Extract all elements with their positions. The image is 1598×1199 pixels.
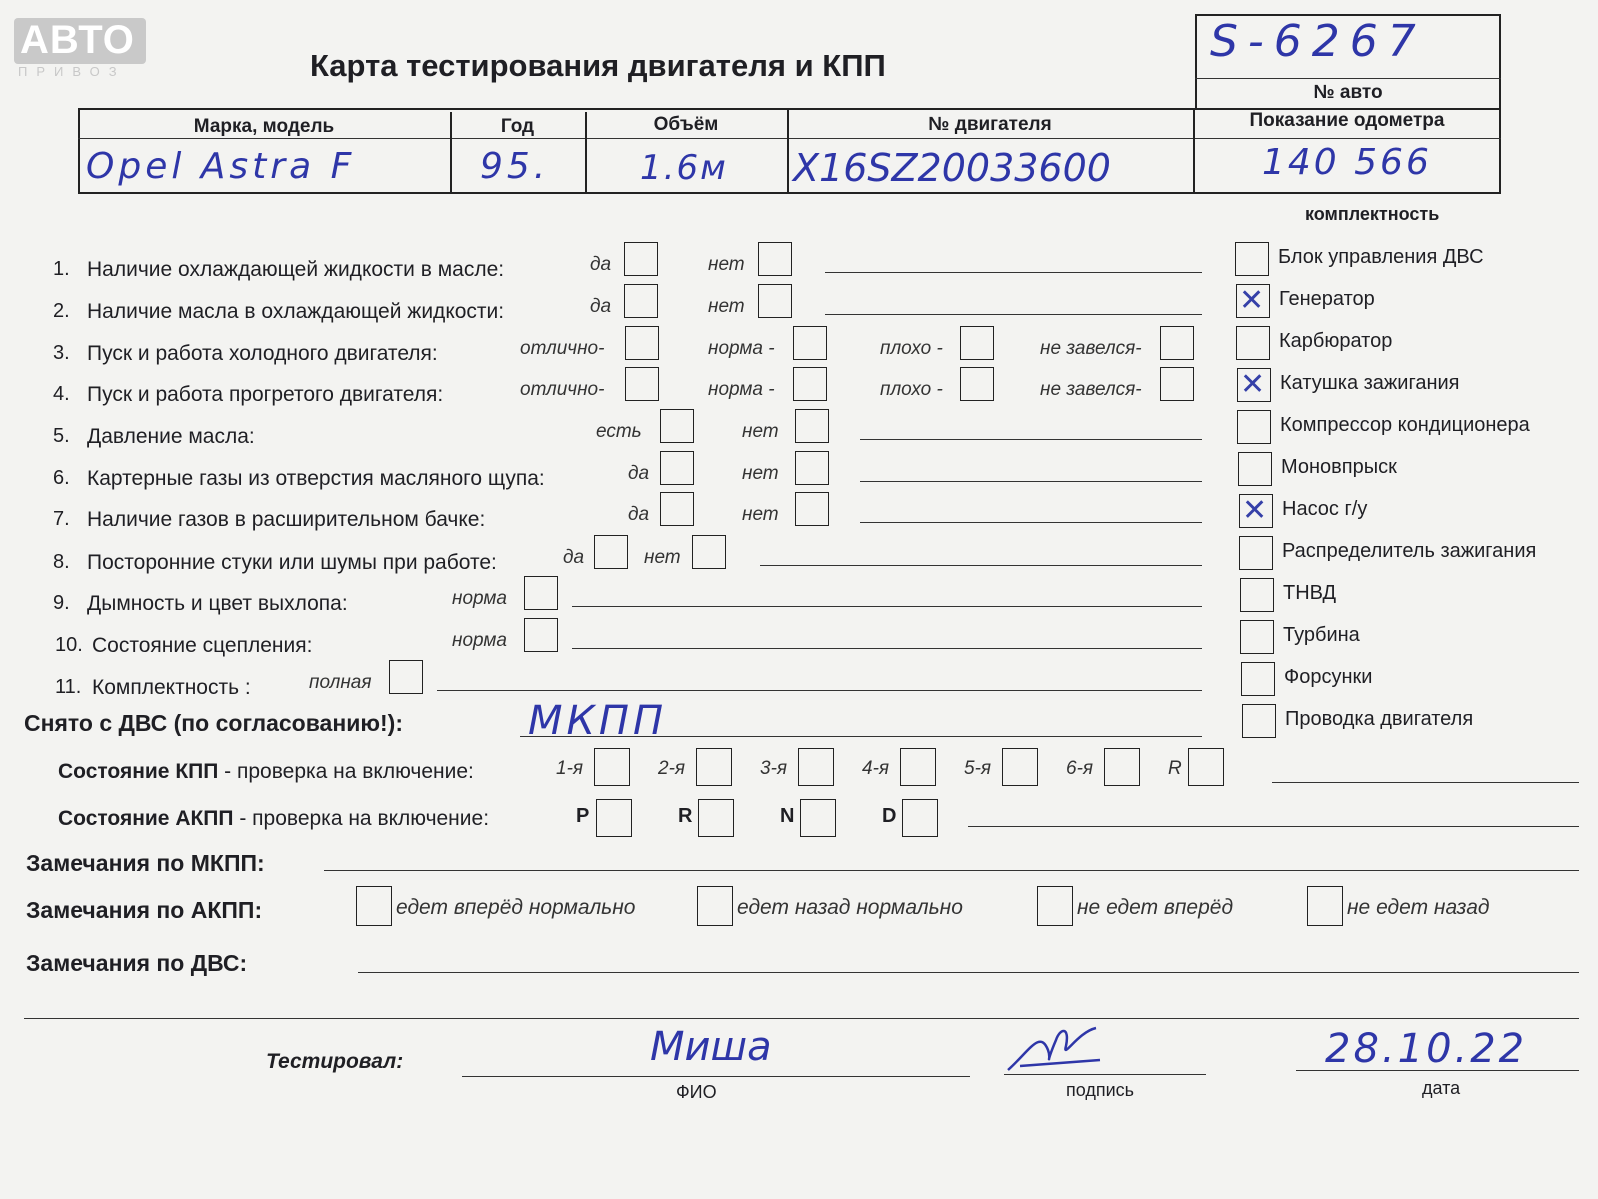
gear-label: R [1168, 758, 1182, 779]
removed-line[interactable] [520, 736, 1202, 737]
akpp-label-rest: - проверка на включение: [233, 807, 490, 830]
remarks-akpp-label: Замечания по АКПП: [26, 897, 263, 923]
gear-checkbox[interactable] [1104, 748, 1140, 786]
answer-line[interactable] [572, 606, 1202, 607]
check-mark-icon: ✕ [1239, 284, 1265, 317]
completeness-label: Турбина [1283, 624, 1360, 646]
gear-label: 1-я [556, 758, 584, 779]
completeness-label: ТНВД [1283, 582, 1337, 604]
gear-checkbox[interactable] [698, 799, 734, 837]
option-checkbox[interactable] [960, 326, 994, 360]
option-checkbox[interactable] [660, 492, 694, 526]
question-number: 7. [53, 508, 70, 530]
option-label: нет [742, 421, 779, 442]
question-text: Дымность и цвет выхлопа: [87, 592, 348, 615]
option-label: полная [309, 672, 372, 693]
option-checkbox[interactable] [758, 284, 792, 318]
completeness-label: Проводка двигателя [1285, 708, 1474, 730]
volume-value: 1.6м [640, 148, 728, 188]
gear-checkbox[interactable] [1188, 748, 1224, 786]
question-number: 4. [53, 383, 70, 405]
gear-checkbox[interactable] [798, 748, 834, 786]
option-label: да [563, 547, 585, 568]
year-label: Год [500, 116, 535, 137]
gear-checkbox[interactable] [594, 748, 630, 786]
option-label: есть [596, 421, 642, 442]
option-checkbox[interactable] [660, 409, 694, 443]
option-checkbox[interactable] [795, 492, 829, 526]
removed-label: Снято с ДВС (по согласованию!): [24, 710, 403, 736]
option-checkbox[interactable] [389, 660, 423, 694]
completeness-label: Компрессор кондиционера [1280, 414, 1530, 436]
completeness-checkbox[interactable] [1240, 620, 1274, 654]
option-label: норма - [708, 338, 775, 359]
option-checkbox[interactable] [624, 242, 658, 276]
option-checkbox[interactable] [1160, 367, 1194, 401]
gear-checkbox[interactable] [900, 748, 936, 786]
option-checkbox[interactable] [625, 367, 659, 401]
check-mark-icon: ✕ [1240, 368, 1266, 401]
tested-by-label: Тестировал: [266, 1050, 404, 1073]
option-checkbox[interactable] [625, 326, 659, 360]
option-checkbox[interactable] [795, 409, 829, 443]
remark-checkbox[interactable] [1307, 886, 1343, 926]
question-number: 5. [53, 425, 70, 447]
answer-line[interactable] [825, 272, 1202, 273]
name-caption: ФИО [676, 1082, 717, 1102]
question-text: Комплектность : [92, 676, 251, 699]
completeness-label: Карбюратор [1279, 330, 1393, 352]
odometer-label: Показание одометра [1249, 110, 1445, 131]
remark-option-label: не едет назад [1347, 896, 1490, 919]
remark-checkbox[interactable] [697, 886, 733, 926]
logo-text: АВТО [20, 18, 135, 62]
name-line[interactable] [462, 1076, 970, 1077]
answer-line[interactable] [825, 314, 1202, 315]
answer-line[interactable] [860, 439, 1202, 440]
remark-option-label: едет назад нормально [737, 896, 963, 919]
completeness-label: Генератор [1279, 288, 1375, 310]
question-number: 10. [55, 634, 83, 656]
option-checkbox[interactable] [793, 367, 827, 401]
option-label: отлично- [520, 338, 605, 359]
question-text: Состояние сцепления: [92, 634, 313, 657]
engine-number-value: X16SZ20033600 [793, 146, 1111, 190]
gear-checkbox[interactable] [902, 799, 938, 837]
option-label: норма [452, 588, 507, 609]
option-label: не завелся- [1040, 379, 1142, 400]
answer-line[interactable] [572, 648, 1202, 649]
completeness-label: Насос г/у [1282, 498, 1368, 520]
signature-image [1000, 1020, 1110, 1080]
gear-label: 6-я [1066, 758, 1094, 779]
question-text: Пуск и работа холодного двигателя: [87, 342, 438, 365]
car-number-value: S-6267 [1210, 16, 1426, 67]
remarks-mkpp-label: Замечания по МКПП: [26, 850, 265, 876]
remarks-mkpp-line[interactable] [324, 870, 1579, 871]
option-label: не завелся- [1040, 338, 1142, 359]
year-value: 95. [480, 146, 550, 187]
completeness-checkbox[interactable] [1237, 410, 1271, 444]
kpp-label-rest: - проверка на включение: [218, 760, 474, 783]
gear-label: 4-я [862, 758, 890, 779]
question-text: Наличие масла в охлаждающей жидкости: [87, 300, 505, 323]
gear-checkbox[interactable] [596, 799, 632, 837]
answer-line[interactable] [860, 481, 1202, 482]
question-number: 8. [53, 551, 70, 573]
option-checkbox[interactable] [594, 535, 628, 569]
volume-label: Объём [653, 114, 719, 135]
remark-option-label: не едет вперёд [1077, 896, 1234, 919]
question-text: Наличие охлаждающей жидкости в масле: [87, 258, 505, 281]
gear-label: P [576, 805, 590, 827]
completeness-checkbox[interactable] [1239, 536, 1273, 570]
removed-value: МКПП [528, 698, 668, 744]
option-checkbox[interactable] [793, 326, 827, 360]
completeness-checkbox[interactable] [1235, 242, 1269, 276]
option-checkbox[interactable] [660, 451, 694, 485]
date-line[interactable] [1296, 1070, 1579, 1071]
date-value: 28.10.22 [1325, 1026, 1528, 1072]
akpp-label [58, 807, 489, 831]
question-number: 1. [53, 258, 70, 280]
tester-name: Миша [650, 1024, 772, 1070]
question-text: Посторонние стуки или шумы при работе: [87, 551, 497, 574]
question-text: Пуск и работа прогретого двигателя: [87, 383, 444, 406]
option-label: плохо - [880, 379, 943, 400]
option-checkbox[interactable] [960, 367, 994, 401]
kpp-label [58, 760, 474, 784]
remark-option-label: едет вперёд нормально [396, 896, 636, 919]
remark-checkbox[interactable] [356, 886, 392, 926]
kpp-label-bold: Состояние КПП [58, 760, 219, 783]
question-text: Давление масла: [87, 425, 255, 448]
option-checkbox[interactable] [524, 576, 558, 610]
option-checkbox[interactable] [1160, 326, 1194, 360]
gear-label: D [882, 805, 897, 827]
question-number: 6. [53, 467, 70, 489]
gear-checkbox[interactable] [1002, 748, 1038, 786]
completeness-checkbox[interactable] [1241, 662, 1275, 696]
date-caption: дата [1422, 1078, 1461, 1098]
option-label: норма - [708, 379, 775, 400]
completeness-checkbox[interactable] [1242, 704, 1276, 738]
answer-line[interactable] [437, 690, 1202, 691]
option-label: нет [708, 296, 745, 317]
question-number: 2. [53, 300, 70, 322]
question-number: 9. [53, 592, 70, 614]
engine-label: № двигателя [928, 114, 1052, 135]
header-divider [78, 138, 1501, 139]
kpp-line[interactable] [1272, 782, 1579, 783]
option-checkbox[interactable] [624, 284, 658, 318]
make-value: Opel Astra F [86, 146, 356, 187]
option-label: норма [452, 630, 507, 651]
question-text: Картерные газы из отверстия масляного щупа: [87, 467, 545, 490]
remarks-extra-line[interactable] [24, 1018, 1579, 1019]
option-label: да [628, 504, 650, 525]
completeness-label: Форсунки [1284, 666, 1373, 688]
completeness-label: Катушка зажигания [1280, 372, 1460, 394]
gear-checkbox[interactable] [800, 799, 836, 837]
check-mark-icon: ✕ [1242, 494, 1268, 527]
gear-checkbox[interactable] [696, 748, 732, 786]
odometer-value: 140 566 [1262, 142, 1432, 183]
option-label: да [590, 254, 612, 275]
divider [1195, 78, 1501, 79]
page-title: Карта тестирования двигателя и КПП [310, 48, 886, 83]
question-number: 11. [55, 676, 82, 698]
gear-label: R [678, 805, 693, 827]
remark-checkbox[interactable] [1037, 886, 1073, 926]
make-label: Марка, модель [193, 116, 335, 137]
option-label: плохо - [880, 338, 943, 359]
signature-line[interactable] [1004, 1074, 1206, 1075]
option-checkbox[interactable] [795, 451, 829, 485]
completeness-checkbox[interactable] [1238, 452, 1272, 486]
completeness-title: комплектность [1305, 204, 1440, 224]
option-label: да [590, 296, 612, 317]
remarks-dvs-line[interactable] [358, 972, 1579, 973]
option-label: да [628, 463, 650, 484]
completeness-checkbox[interactable] [1240, 578, 1274, 612]
option-checkbox[interactable] [524, 618, 558, 652]
question-number: 3. [53, 342, 70, 364]
completeness-label: Моновпрыск [1281, 456, 1397, 478]
question-text: Наличие газов в расширительном бачке: [87, 508, 486, 531]
akpp-line[interactable] [968, 826, 1579, 827]
gear-label: 3-я [760, 758, 788, 779]
option-label: нет [742, 504, 779, 525]
car-number-label: № авто [1313, 82, 1383, 103]
completeness-checkbox[interactable] [1236, 326, 1270, 360]
answer-line[interactable] [860, 522, 1202, 523]
gear-label: N [780, 805, 795, 827]
logo-subtext: ПРИВОЗ [18, 64, 126, 79]
completeness-label: Распределитель зажигания [1282, 540, 1537, 562]
option-checkbox[interactable] [692, 535, 726, 569]
remarks-dvs-label: Замечания по ДВС: [26, 950, 248, 976]
completeness-label: Блок управления ДВС [1278, 246, 1484, 268]
signature-caption: подпись [1066, 1080, 1135, 1100]
option-label: нет [742, 463, 779, 484]
option-label: нет [644, 547, 681, 568]
gear-label: 5-я [964, 758, 992, 779]
gear-label: 2-я [658, 758, 686, 779]
option-label: отлично- [520, 379, 605, 400]
option-label: нет [708, 254, 745, 275]
akpp-label-bold: Состояние АКПП [58, 807, 234, 830]
option-checkbox[interactable] [758, 242, 792, 276]
answer-line[interactable] [760, 565, 1202, 566]
